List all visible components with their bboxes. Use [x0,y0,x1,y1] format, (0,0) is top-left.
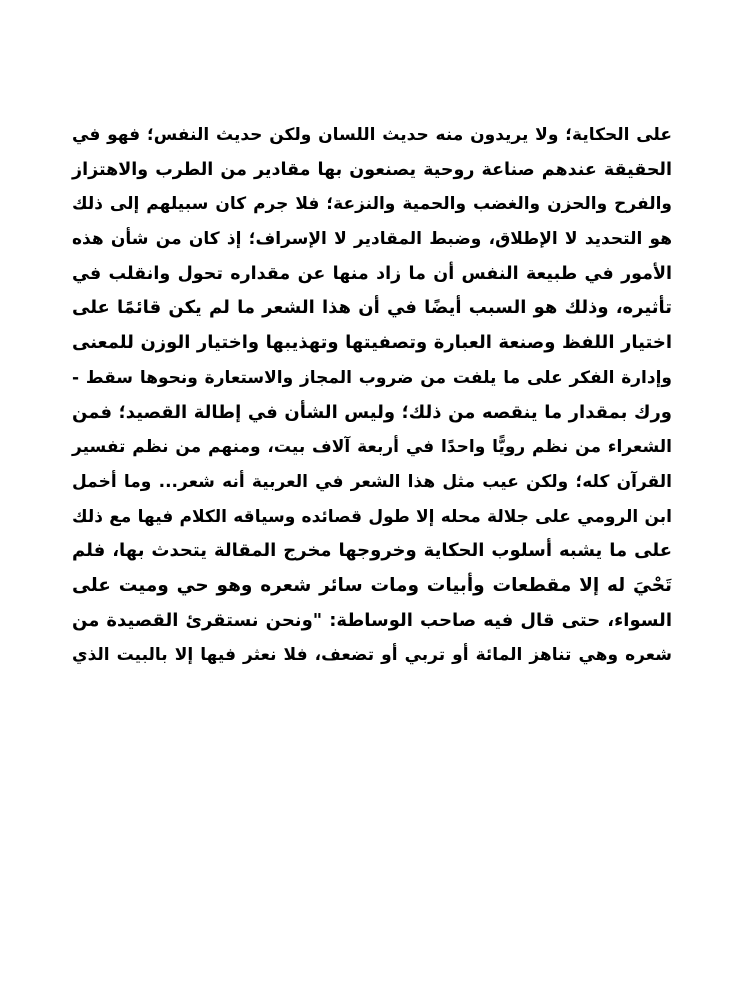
text-line: على ما يشبه أسلوب الحكاية وخروجها مخرج المقالة يتحدث بها، فلم [72,540,672,562]
text-line: تأثيره، وذلك هو السبب أيضًا في أن هذا الشعر ما لم يكن قائمًا على [72,297,672,319]
text-line: هو التحديد لا الإطلاق، وضبط المقادير لا الإسراف؛ إذ كان من شأن هذه [72,229,672,250]
text-line: والفرح والحزن والغضب والحمية والنزعة؛ فلا جرم كان سبيلهم إلى ذلك [72,194,672,215]
text-line: اختيار اللفظ وصنعة العبارة وتصفيتها وتهذيبها واختيار الوزن للمعنى [72,332,672,354]
text-line: الشعراء من نظم رويًّا واحدًا في أربعة آلاف بيت، ومنهم من نظم تفسير [72,437,672,458]
text-line: الأمور في طبيعة النفس أن ما زاد منها عن مقداره تحول وانقلب في [72,263,672,284]
text-line: ورك بمقدار ما ينقصه من ذلك؛ وليس الشأن في إطالة القصيد؛ فمن [72,401,672,423]
text-line: على الحكاية؛ ولا يريدون منه حديث اللسان ولكن حديث النفس؛ فهو في [72,125,672,145]
text-line: السواء، حتى قال فيه صاحب الوساطة: "ونحن نستقرئ القصيدة من [72,609,672,631]
text-line: وإدارة الفكر على ما يلفت من ضروب المجاز والاستعارة ونحوها سقط - [72,367,672,388]
body-text [72,118,672,673]
text-line: شعره وهي تناهز المائة أو تربي أو تضعف، فلا نعثر فيها إلا بالبيت الذي [72,645,672,666]
text-line: القرآن كله؛ ولكن عيب مثل هذا الشعر في العربية أنه شعر... وما أخمل [72,471,672,492]
text-line: الحقيقة عندهم صناعة روحية يصنعون بها مقادير من الطرب والاهتزاز [72,159,672,180]
text-line: ابن الرومي على جلالة محله إلا طول قصائده وسياقه الكلام فيها مع ذلك [72,506,672,527]
text-line: تَحْيَ له إلا مقطعات وأبيات ومات سائر شعره وهو حي وميت على [72,574,672,596]
